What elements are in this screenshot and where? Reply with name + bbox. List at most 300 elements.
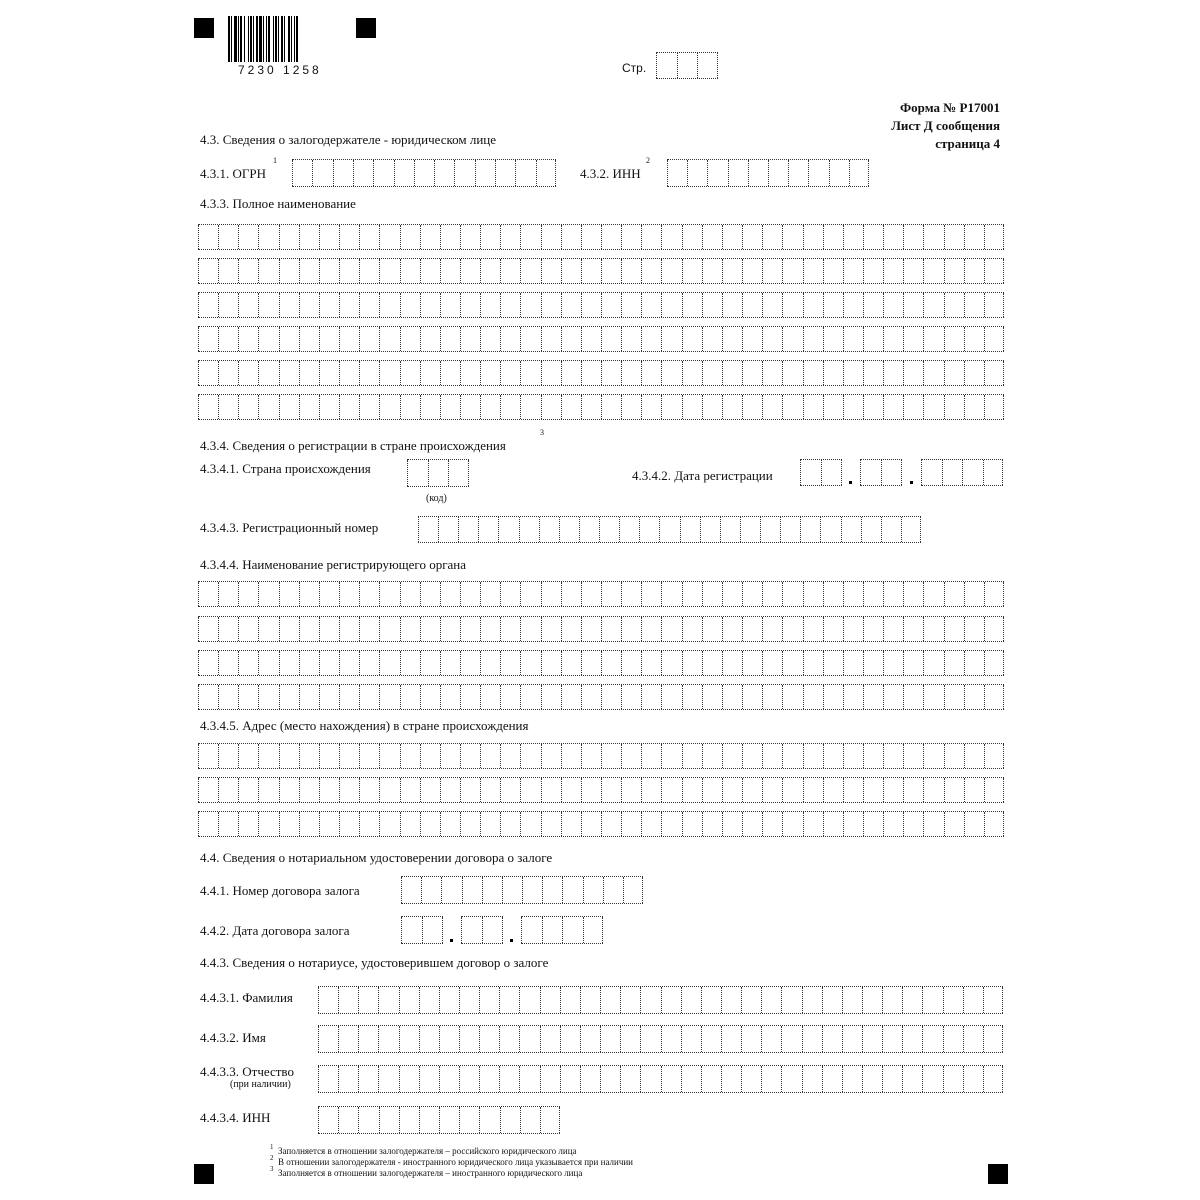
cell-divider — [641, 812, 642, 836]
cell-divider — [359, 361, 360, 385]
cell-divider — [923, 225, 924, 249]
cell-divider — [358, 1107, 359, 1133]
cell-divider — [803, 293, 804, 317]
cell-divider — [378, 1066, 379, 1092]
cell-divider — [621, 744, 622, 768]
cell-divider — [478, 517, 479, 542]
cell-divider — [319, 293, 320, 317]
cell-divider — [502, 917, 503, 943]
cell-divider — [781, 1066, 782, 1092]
cell-divider — [480, 259, 481, 283]
cell-divider — [762, 361, 763, 385]
cell-divider — [782, 293, 783, 317]
cell-divider — [984, 361, 985, 385]
cell-divider — [500, 685, 501, 709]
foreign-address-row-2[interactable] — [198, 777, 1004, 803]
cell-divider — [639, 517, 640, 542]
cell-divider — [420, 259, 421, 283]
cell-divider — [475, 160, 476, 186]
cell-divider — [841, 517, 842, 542]
cell-divider — [458, 517, 459, 542]
cell-divider — [561, 651, 562, 675]
cell-divider — [820, 517, 821, 542]
registration-authority-label: 4.3.4.4. Наименование регистрирующего органа — [200, 557, 467, 572]
notary-name-cells[interactable] — [318, 1025, 1003, 1053]
cell-divider — [963, 987, 964, 1013]
cell-divider — [862, 1066, 863, 1092]
cell-divider — [863, 812, 864, 836]
cell-divider — [359, 327, 360, 351]
cell-divider — [984, 744, 985, 768]
cell-divider — [682, 293, 683, 317]
cell-divider — [420, 617, 421, 641]
cell-divider — [621, 778, 622, 802]
cell-divider — [198, 685, 199, 709]
cell-divider — [400, 812, 401, 836]
cell-divider — [460, 395, 461, 419]
cell-divider — [682, 812, 683, 836]
cell-divider — [459, 1026, 460, 1052]
cell-divider — [482, 877, 483, 903]
cell-divider — [279, 685, 280, 709]
cell-divider — [561, 395, 562, 419]
cell-divider — [414, 160, 415, 186]
cell-divider — [601, 617, 602, 641]
cell-divider — [621, 812, 622, 836]
cell-divider — [623, 877, 624, 903]
barcode-bar — [288, 16, 290, 62]
cell-divider — [198, 778, 199, 802]
cell-divider — [581, 259, 582, 283]
cell-divider — [702, 259, 703, 283]
cell-divider — [943, 1026, 944, 1052]
cell-divider — [802, 987, 803, 1013]
cell-divider — [681, 1066, 682, 1092]
cell-divider — [762, 225, 763, 249]
cell-divider — [401, 917, 402, 943]
barcode-bar — [296, 16, 298, 62]
cell-divider — [238, 361, 239, 385]
sheet-title: Лист Д сообщения — [891, 118, 1000, 133]
cell-divider — [448, 460, 449, 486]
cell-divider — [319, 225, 320, 249]
cell-divider — [218, 617, 219, 641]
cell-divider — [394, 160, 395, 186]
cell-divider — [420, 651, 421, 675]
cell-divider — [702, 778, 703, 802]
cell-divider — [843, 812, 844, 836]
cell-divider — [379, 685, 380, 709]
cell-divider — [842, 1066, 843, 1092]
cell-divider — [964, 651, 965, 675]
cell-divider — [682, 259, 683, 283]
cell-divider — [922, 987, 923, 1013]
cell-divider — [359, 617, 360, 641]
registration-date-month[interactable] — [860, 459, 902, 486]
registration-date-year[interactable] — [921, 459, 1003, 486]
cell-divider — [800, 460, 801, 485]
cell-divider — [581, 225, 582, 249]
cell-divider — [359, 582, 360, 606]
full-name-row-5[interactable] — [198, 360, 1004, 386]
cell-divider — [964, 582, 965, 606]
full-name-row-6[interactable] — [198, 394, 1004, 420]
cell-divider — [702, 651, 703, 675]
cell-divider — [218, 778, 219, 802]
cell-divider — [482, 917, 483, 943]
cell-divider — [460, 744, 461, 768]
contract-date-day[interactable] — [401, 916, 443, 944]
cell-divider — [808, 160, 809, 186]
cell-divider — [641, 582, 642, 606]
cell-divider — [238, 293, 239, 317]
notary-title: 4.4.3. Сведения о нотариусе, удостоверившем договор о залоге — [200, 955, 549, 970]
cell-divider — [702, 361, 703, 385]
cell-divider — [620, 987, 621, 1013]
cell-divider — [318, 987, 319, 1013]
cell-divider — [883, 395, 884, 419]
cell-divider — [963, 1026, 964, 1052]
footnote-3-text: Заполняется в отношении залогодержателя – иностранного юридического лица — [278, 1168, 583, 1178]
cell-divider — [823, 361, 824, 385]
cell-divider — [581, 395, 582, 419]
cell-divider — [420, 395, 421, 419]
cell-divider — [541, 293, 542, 317]
barcode-bar — [248, 16, 249, 62]
cell-divider — [641, 327, 642, 351]
cell-divider — [741, 1066, 742, 1092]
cell-divider — [1003, 582, 1004, 606]
cell-divider — [441, 877, 442, 903]
cell-divider — [319, 327, 320, 351]
cell-divider — [702, 225, 703, 249]
page-number-cells[interactable] — [656, 52, 718, 79]
cell-divider — [944, 225, 945, 249]
notary-patronymic-note: (при наличии) — [230, 1079, 291, 1090]
contract-date-month[interactable] — [461, 916, 503, 944]
footnote-1-text: Заполняется в отношении залогодержателя – российского юридического лица — [278, 1146, 577, 1156]
full-name-row-2[interactable] — [198, 258, 1004, 284]
cell-divider — [722, 617, 723, 641]
cell-divider — [680, 517, 681, 542]
cell-divider — [1002, 1026, 1003, 1052]
cell-divider — [379, 395, 380, 419]
cell-divider — [762, 651, 763, 675]
cell-divider — [641, 778, 642, 802]
country-code-cells[interactable] — [407, 459, 469, 487]
foreign-address-row-1[interactable] — [198, 743, 1004, 769]
cell-divider — [762, 812, 763, 836]
cell-divider — [863, 617, 864, 641]
cell-divider — [742, 327, 743, 351]
barcode-bar — [238, 16, 239, 62]
cell-divider — [198, 293, 199, 317]
registration-authority-row-4[interactable] — [198, 684, 1004, 710]
cell-divider — [378, 1026, 379, 1052]
cell-divider — [198, 744, 199, 768]
notary-name-label: 4.4.3.2. Имя — [200, 1030, 266, 1045]
cell-divider — [901, 517, 902, 542]
cell-divider — [299, 617, 300, 641]
cell-divider — [480, 327, 481, 351]
cell-divider — [580, 1066, 581, 1092]
cell-divider — [843, 744, 844, 768]
cell-divider — [500, 1107, 501, 1133]
cell-divider — [500, 778, 501, 802]
cell-divider — [762, 327, 763, 351]
cell-divider — [903, 778, 904, 802]
cell-divider — [720, 517, 721, 542]
cell-divider — [702, 327, 703, 351]
barcode-bar — [250, 16, 252, 62]
cell-divider — [702, 812, 703, 836]
notary-patronymic-cells[interactable] — [318, 1065, 1003, 1093]
cell-divider — [319, 361, 320, 385]
registration-number-cells[interactable] — [418, 516, 921, 543]
cell-divider — [338, 1026, 339, 1052]
cell-divider — [721, 987, 722, 1013]
footnote-3-number: 3 — [270, 1165, 274, 1173]
cell-divider — [860, 460, 861, 485]
cell-divider — [822, 987, 823, 1013]
cell-divider — [762, 778, 763, 802]
cell-divider — [782, 812, 783, 836]
cell-divider — [218, 685, 219, 709]
cell-divider — [621, 361, 622, 385]
cell-divider — [1003, 617, 1004, 641]
cell-divider — [923, 778, 924, 802]
cell-divider — [903, 812, 904, 836]
cell-divider — [339, 327, 340, 351]
cell-divider — [921, 460, 922, 485]
cell-divider — [520, 259, 521, 283]
cell-divider — [762, 395, 763, 419]
cell-divider — [984, 395, 985, 419]
cell-divider — [903, 225, 904, 249]
cell-divider — [258, 617, 259, 641]
cell-divider — [641, 293, 642, 317]
cell-divider — [742, 744, 743, 768]
cell-divider — [279, 582, 280, 606]
registration-date-day[interactable] — [800, 459, 842, 486]
cell-divider — [440, 259, 441, 283]
cell-divider — [782, 582, 783, 606]
cell-divider — [454, 160, 455, 186]
cell-divider — [440, 361, 441, 385]
cell-divider — [621, 582, 622, 606]
cell-divider — [520, 361, 521, 385]
cell-divider — [520, 582, 521, 606]
cell-divider — [480, 582, 481, 606]
cell-divider — [536, 160, 537, 186]
cell-divider — [279, 361, 280, 385]
cell-divider — [238, 327, 239, 351]
full-name-row-3[interactable] — [198, 292, 1004, 318]
cell-divider — [279, 617, 280, 641]
cell-divider — [964, 617, 965, 641]
cell-divider — [661, 778, 662, 802]
cell-divider — [338, 1107, 339, 1133]
cell-divider — [581, 778, 582, 802]
cell-divider — [700, 517, 701, 542]
cell-divider — [440, 812, 441, 836]
cell-divider — [419, 987, 420, 1013]
barcode-bar — [231, 16, 232, 62]
foreign-address-row-3[interactable] — [198, 811, 1004, 837]
cell-divider — [319, 685, 320, 709]
cell-divider — [198, 327, 199, 351]
cell-divider — [522, 877, 523, 903]
full-name-row-1[interactable] — [198, 224, 1004, 250]
cell-divider — [299, 225, 300, 249]
cell-divider — [401, 877, 402, 903]
cell-divider — [258, 259, 259, 283]
full-name-row-4[interactable] — [198, 326, 1004, 352]
cell-divider — [922, 1026, 923, 1052]
cell-divider — [258, 651, 259, 675]
cell-divider — [903, 582, 904, 606]
registration-authority-row-3[interactable] — [198, 650, 1004, 676]
cell-divider — [661, 293, 662, 317]
cell-divider — [964, 685, 965, 709]
ogrn-cells[interactable] — [292, 159, 556, 187]
cell-divider — [319, 778, 320, 802]
cell-divider — [400, 361, 401, 385]
cell-divider — [299, 395, 300, 419]
cell-divider — [500, 395, 501, 419]
cell-divider — [500, 617, 501, 641]
contract-date-year[interactable] — [521, 916, 603, 944]
cell-divider — [495, 160, 496, 186]
cell-divider — [761, 1026, 762, 1052]
registration-authority-row-1[interactable] — [198, 581, 1004, 607]
cell-divider — [479, 1107, 480, 1133]
cell-divider — [218, 293, 219, 317]
cell-divider — [964, 259, 965, 283]
cell-divider — [883, 259, 884, 283]
cell-divider — [964, 744, 965, 768]
cell-divider — [421, 877, 422, 903]
cell-divider — [318, 1026, 319, 1052]
cell-divider — [480, 361, 481, 385]
cell-divider — [742, 225, 743, 249]
cell-divider — [422, 917, 423, 943]
cell-divider — [420, 225, 421, 249]
cell-divider — [661, 582, 662, 606]
cell-divider — [339, 685, 340, 709]
cell-divider — [863, 259, 864, 283]
cell-divider — [258, 582, 259, 606]
cell-divider — [944, 582, 945, 606]
cell-divider — [843, 327, 844, 351]
cell-divider — [561, 582, 562, 606]
contract-number-cells[interactable] — [401, 876, 643, 904]
cell-divider — [984, 327, 985, 351]
cell-divider — [682, 582, 683, 606]
cell-divider — [238, 617, 239, 641]
cell-divider — [902, 1066, 903, 1092]
cell-divider — [942, 460, 943, 485]
cell-divider — [842, 987, 843, 1013]
cell-divider — [460, 259, 461, 283]
cell-divider — [460, 617, 461, 641]
barcode-bar — [278, 16, 279, 62]
cell-divider — [682, 327, 683, 351]
cell-divider — [721, 1026, 722, 1052]
registration-authority-row-2[interactable] — [198, 616, 1004, 642]
cell-divider — [803, 812, 804, 836]
cell-divider — [520, 685, 521, 709]
cell-divider — [782, 651, 783, 675]
cell-divider — [299, 582, 300, 606]
cell-divider — [883, 582, 884, 606]
cell-divider — [962, 460, 963, 485]
cell-divider — [460, 651, 461, 675]
cell-divider — [823, 225, 824, 249]
cell-divider — [640, 987, 641, 1013]
cell-divider — [601, 812, 602, 836]
cell-divider — [480, 293, 481, 317]
cell-divider — [803, 778, 804, 802]
cell-divider — [359, 685, 360, 709]
cell-divider — [881, 460, 882, 485]
cell-divider — [500, 259, 501, 283]
cell-divider — [722, 225, 723, 249]
cell-divider — [781, 1026, 782, 1052]
barcode-bar — [256, 16, 258, 62]
cell-divider — [682, 778, 683, 802]
cell-divider — [823, 685, 824, 709]
notary-inn-cells[interactable] — [318, 1106, 560, 1134]
cell-divider — [841, 460, 842, 485]
notary-surname-cells[interactable] — [318, 986, 1003, 1014]
cell-divider — [923, 812, 924, 836]
cell-divider — [542, 877, 543, 903]
cell-divider — [821, 460, 822, 485]
cell-divider — [561, 361, 562, 385]
cell-divider — [559, 1107, 560, 1133]
cell-divider — [682, 395, 683, 419]
cell-divider — [621, 259, 622, 283]
cell-divider — [359, 225, 360, 249]
cell-divider — [902, 987, 903, 1013]
barcode-bar — [259, 16, 262, 62]
cell-divider — [400, 327, 401, 351]
cell-divider — [400, 617, 401, 641]
cell-divider — [500, 327, 501, 351]
inn-cells[interactable] — [667, 159, 869, 187]
cell-divider — [782, 685, 783, 709]
cell-divider — [903, 685, 904, 709]
country-label: 4.3.4.1. Страна происхождения — [200, 461, 371, 476]
cell-divider — [903, 744, 904, 768]
cell-divider — [661, 1066, 662, 1092]
cell-divider — [238, 225, 239, 249]
cell-divider — [661, 744, 662, 768]
cell-divider — [218, 361, 219, 385]
cell-divider — [661, 617, 662, 641]
cell-divider — [460, 582, 461, 606]
cell-divider — [842, 1026, 843, 1052]
cell-divider — [717, 53, 718, 78]
cell-divider — [923, 395, 924, 419]
cell-divider — [920, 517, 921, 542]
cell-divider — [561, 744, 562, 768]
cell-divider — [762, 293, 763, 317]
cell-divider — [581, 293, 582, 317]
cell-divider — [440, 744, 441, 768]
cell-divider — [901, 460, 902, 485]
